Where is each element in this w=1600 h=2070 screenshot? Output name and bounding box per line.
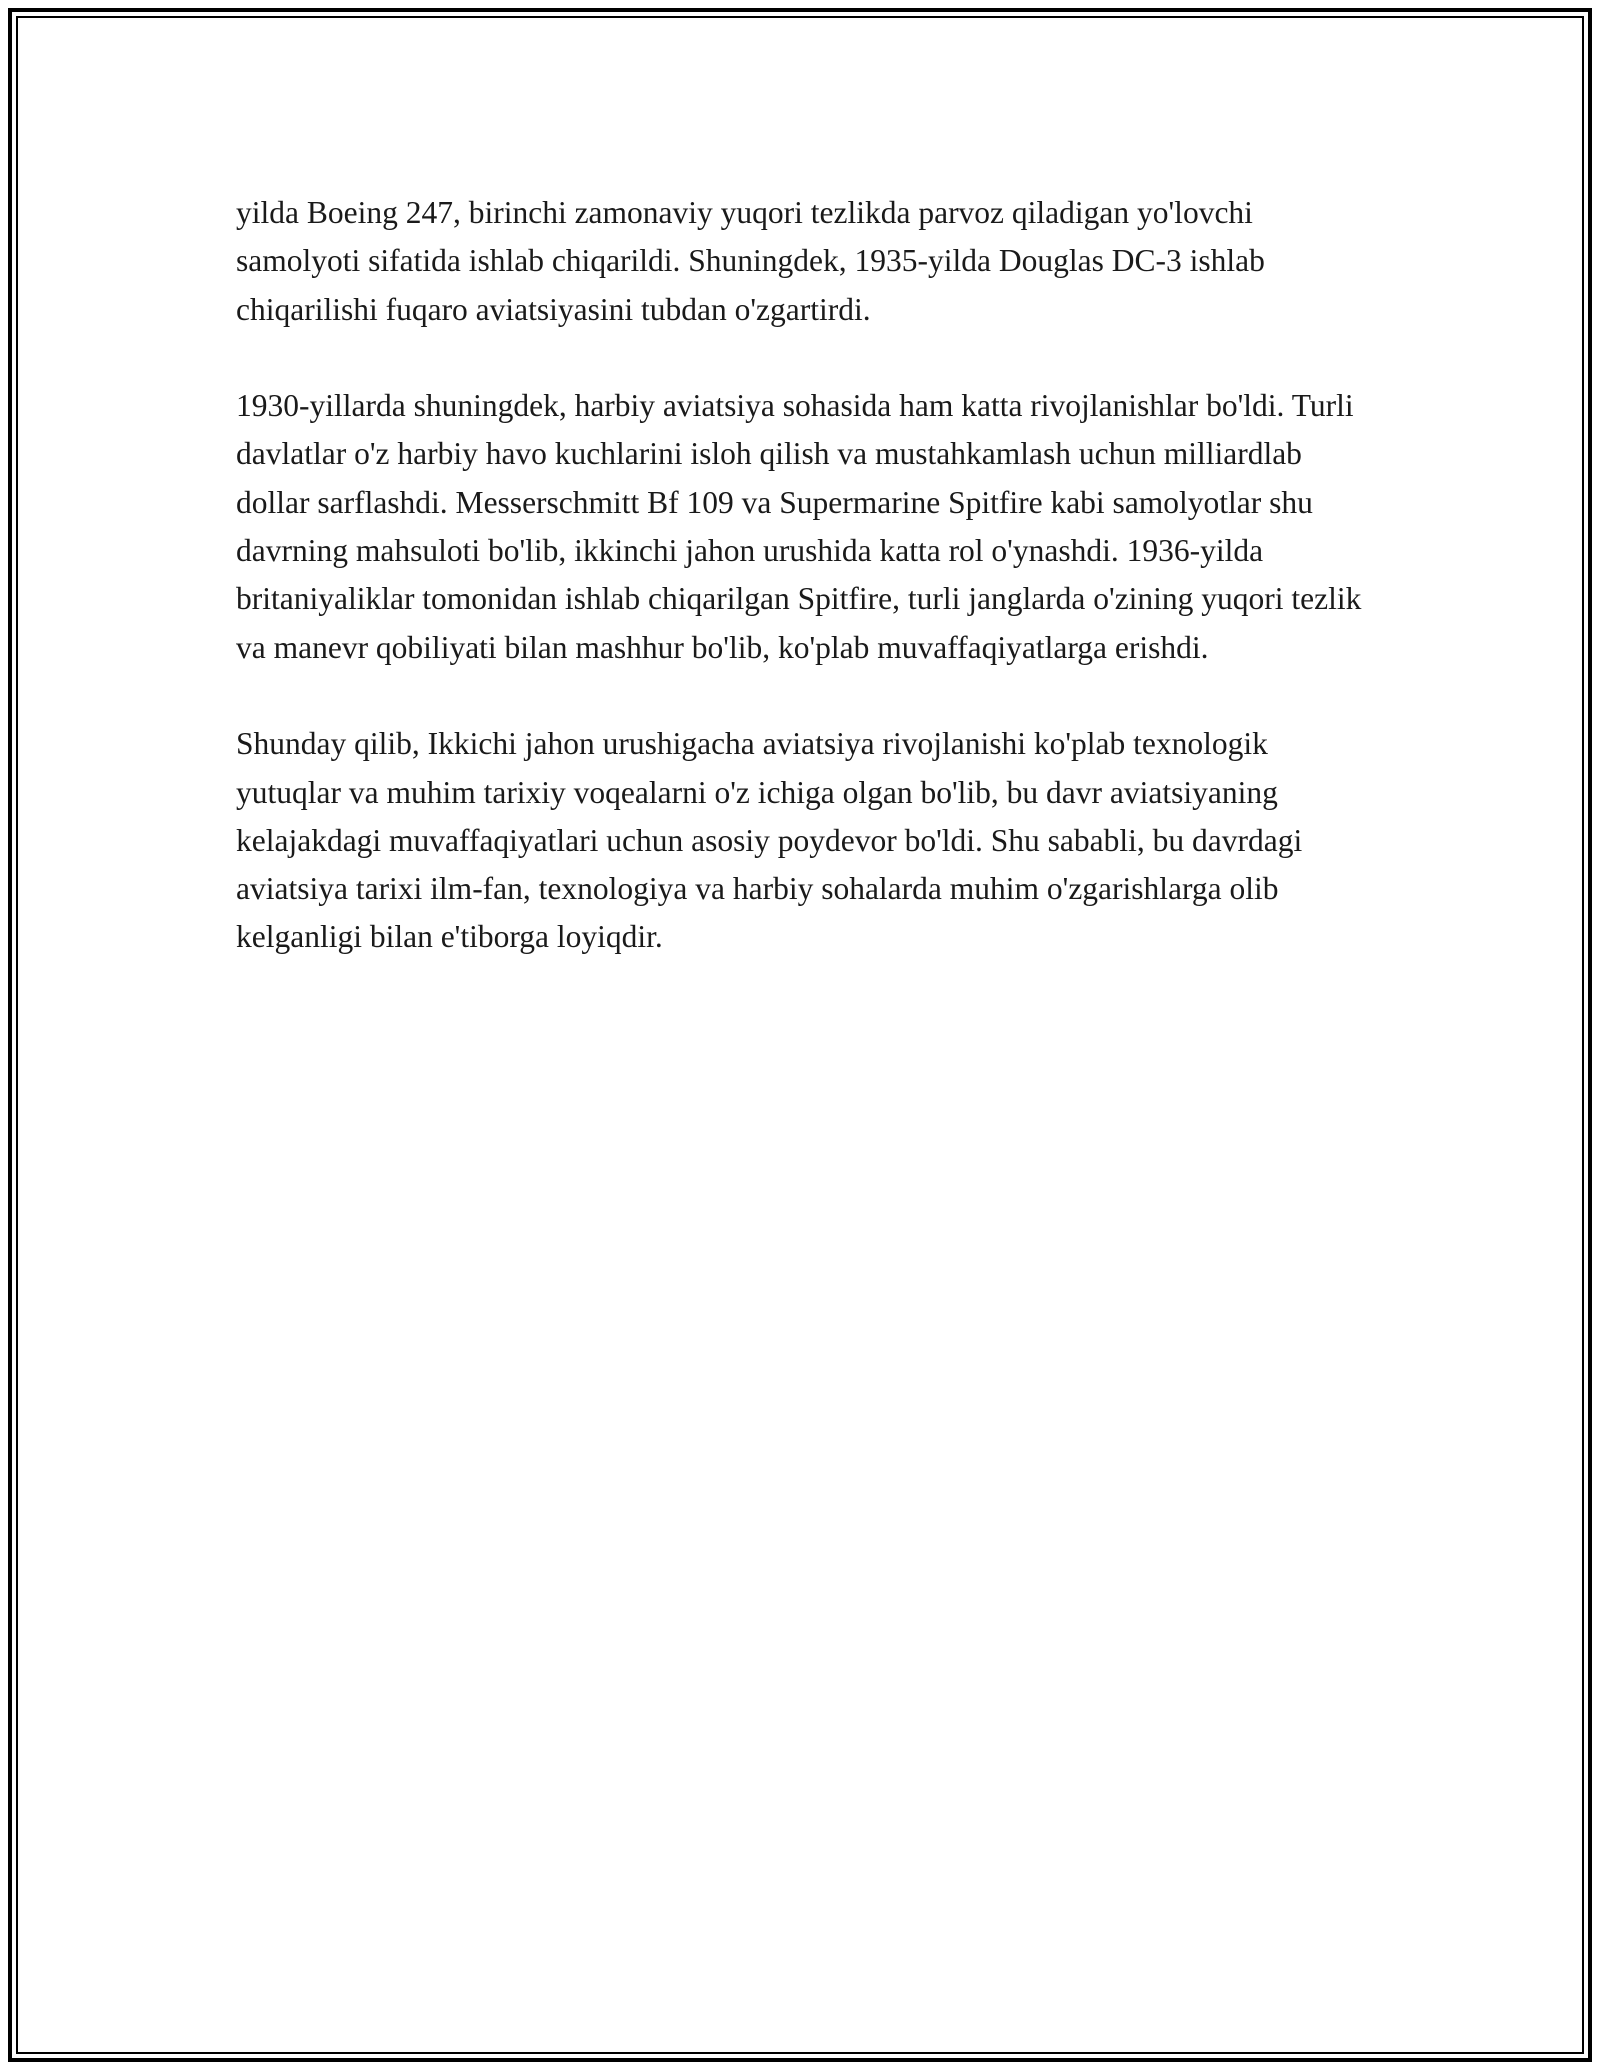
document-body: [236, 189, 1376, 1010]
paragraph-military-aviation: 1930-yillarda shuningdek, harbiy aviatsiya sohasida ham katta rivojlanishlar bo'ldi. Turli davlatlar o'z harbiy havo kuchlarini isloh qilish va mustahkamlash uchun milliardlab dollar sarflashdi. Messerschmitt Bf 109 va Supermarine Spitfire kabi samolyotlar shu davrning mahsuloti bo'lib, ikkinchi jahon urushida katta rol o'ynashdi. 1936-yilda britaniyaliklar tomonidan ishlab chiqarilgan Spitfire, turli janglarda o'zining yuqori tezlik va manevr qobiliyati bilan mashhur bo'lib, ko'plab muvaffaqiyatlarga erishdi.: [236, 388, 1362, 665]
paragraph-conclusion: Shunday qilib, Ikkichi jahon urushigacha aviatsiya rivojlanishi ko'plab texnologik yutuqlar va muhim tarixiy voqealarni o'z ichiga olgan bo'lib, bu davr aviatsiyaning kelajakdagi muvaffaqiyatlari uchun asosiy poydevor bo'ldi. Shu sababli, bu davrdagi aviatsiya tarixi ilm-fan, texnologiya va harbiy sohalarda muhim o'zgarishlarga olib kelganligi bilan e'tiborga loyiqdir.: [236, 726, 1303, 955]
paragraph-boeing-dc3: yilda Boeing 247, birinchi zamonaviy yuqori tezlikda parvoz qiladigan yo'lovchi samolyoti sifatida ishlab chiqarildi. Shuningdek, 1935-yilda Douglas DC-3 ishlab chiqarilishi fuqaro aviatsiyasini tubdan o'zgartirdi.: [236, 195, 1265, 327]
